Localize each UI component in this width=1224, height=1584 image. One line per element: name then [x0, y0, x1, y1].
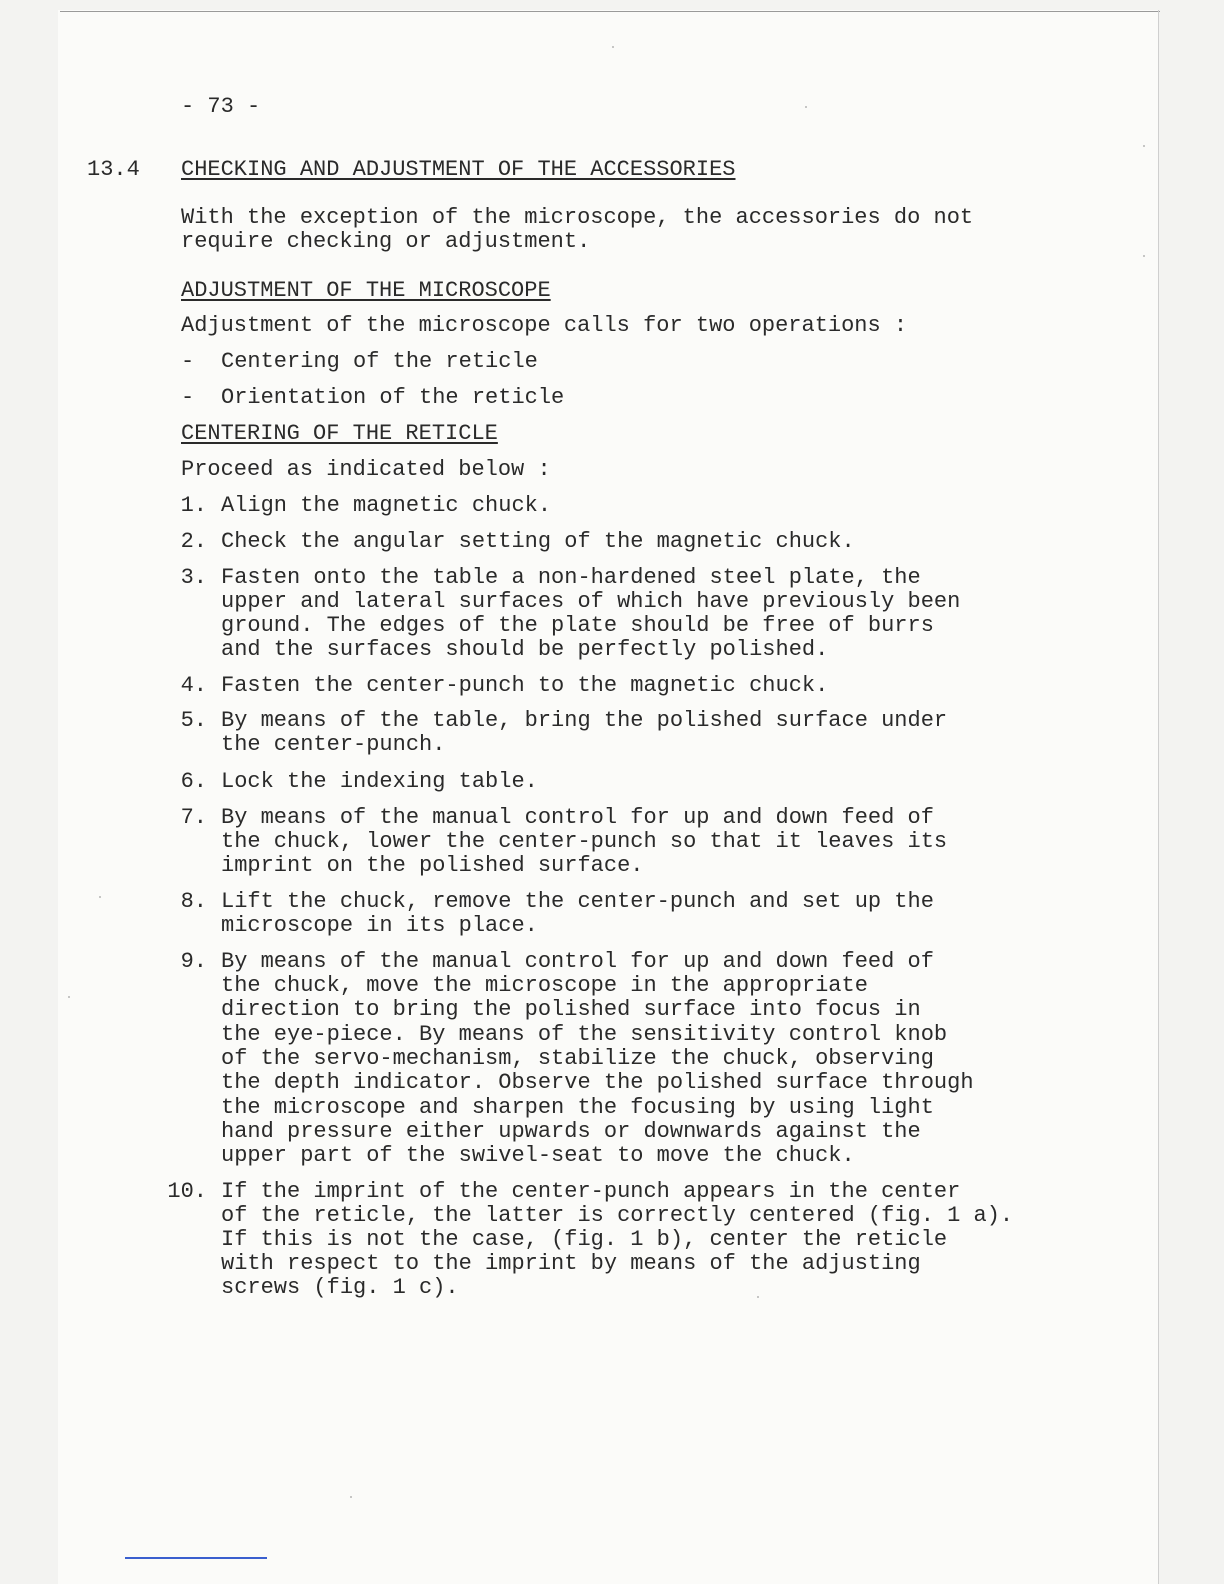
scan-speck	[1143, 255, 1145, 257]
step-number: 1.	[180, 493, 207, 518]
step-line: screws (fig. 1 c).	[221, 1275, 459, 1300]
step-line: hand pressure either upwards or downwards against the	[221, 1119, 921, 1144]
step-number: 6.	[180, 769, 207, 794]
scan-speck	[350, 1496, 352, 1498]
step-line: ground. The edges of the plate should be free of burrs	[221, 613, 934, 638]
step-line: Fasten the center-punch to the magnetic chuck.	[221, 673, 829, 698]
step-line: direction to bring the polished surface into focus in	[221, 997, 921, 1022]
footnote-rule	[125, 1557, 267, 1559]
step-line: Align the magnetic chuck.	[221, 493, 552, 518]
adjustment-heading: ADJUSTMENT OF THE MICROSCOPE	[181, 278, 551, 303]
step-line: and the surfaces should be perfectly polished.	[221, 637, 829, 662]
step-line: By means of the manual control for up and down feed of	[221, 949, 934, 974]
scan-speck	[757, 1296, 759, 1298]
step-line: the chuck, move the microscope in the appropriate	[221, 973, 868, 998]
step-line: Fasten onto the table a non-hardened steel plate, the	[221, 565, 921, 590]
step-line: with respect to the imprint by means of the adjusting	[221, 1251, 921, 1276]
step-number: 9.	[180, 949, 207, 974]
step-line: microscope in its place.	[221, 913, 538, 938]
intro-line: With the exception of the microscope, the accessories do not	[181, 205, 974, 230]
step-line: the depth indicator. Observe the polished surface through	[221, 1070, 974, 1095]
operation-item: Centering of the reticle	[221, 349, 538, 374]
step-number: 4.	[180, 673, 207, 698]
step-line: imprint on the polished surface.	[221, 853, 644, 878]
top-edge-rule	[60, 11, 1160, 12]
section-number: 13.4	[87, 157, 140, 182]
scan-speck	[612, 46, 614, 48]
step-number: 8.	[180, 889, 207, 914]
step-line: the eye-piece. By means of the sensitivity control knob	[221, 1022, 948, 1047]
step-number: 3.	[180, 565, 207, 590]
bullet-dash: -	[181, 385, 195, 410]
bullet-dash: -	[181, 349, 195, 374]
intro-line: require checking or adjustment.	[181, 229, 591, 254]
step-line: the chuck, lower the center-punch so that it leaves its	[221, 829, 948, 854]
operation-item: Orientation of the reticle	[221, 385, 565, 410]
step-line: the microscope and sharpen the focusing by using light	[221, 1095, 934, 1120]
scan-speck	[99, 896, 101, 898]
page-right-edge	[1158, 10, 1159, 1584]
step-line: If this is not the case, (fig. 1 b), center the reticle	[221, 1227, 948, 1252]
step-number: 10.	[167, 1179, 207, 1204]
step-line: Check the angular setting of the magnetic chuck.	[221, 529, 855, 554]
step-line: Lock the indexing table.	[221, 769, 538, 794]
centering-lead: Proceed as indicated below :	[181, 457, 551, 482]
step-line: By means of the table, bring the polished surface under	[221, 708, 948, 733]
scan-speck	[805, 106, 807, 108]
scan-speck	[68, 996, 70, 998]
step-number: 2.	[180, 529, 207, 554]
step-line: By means of the manual control for up and down feed of	[221, 805, 934, 830]
scan-speck	[1143, 145, 1145, 147]
step-line: of the servo-mechanism, stabilize the chuck, observing	[221, 1046, 934, 1071]
adjustment-lead: Adjustment of the microscope calls for two operations :	[181, 313, 908, 338]
step-line: Lift the chuck, remove the center-punch and set up the	[221, 889, 934, 914]
section-title: CHECKING AND ADJUSTMENT OF THE ACCESSORIES	[181, 157, 736, 182]
step-line: the center-punch.	[221, 732, 446, 757]
step-line: upper part of the swivel-seat to move the chuck.	[221, 1143, 855, 1168]
step-line: If the imprint of the center-punch appears in the center	[221, 1179, 961, 1204]
page-number: - 73 -	[181, 94, 261, 119]
step-line: upper and lateral surfaces of which have previously been	[221, 589, 961, 614]
step-number: 5.	[180, 708, 207, 733]
step-line: of the reticle, the latter is correctly centered (fig. 1 a).	[221, 1203, 1014, 1228]
step-number: 7.	[180, 805, 207, 830]
centering-heading: CENTERING OF THE RETICLE	[181, 421, 498, 446]
